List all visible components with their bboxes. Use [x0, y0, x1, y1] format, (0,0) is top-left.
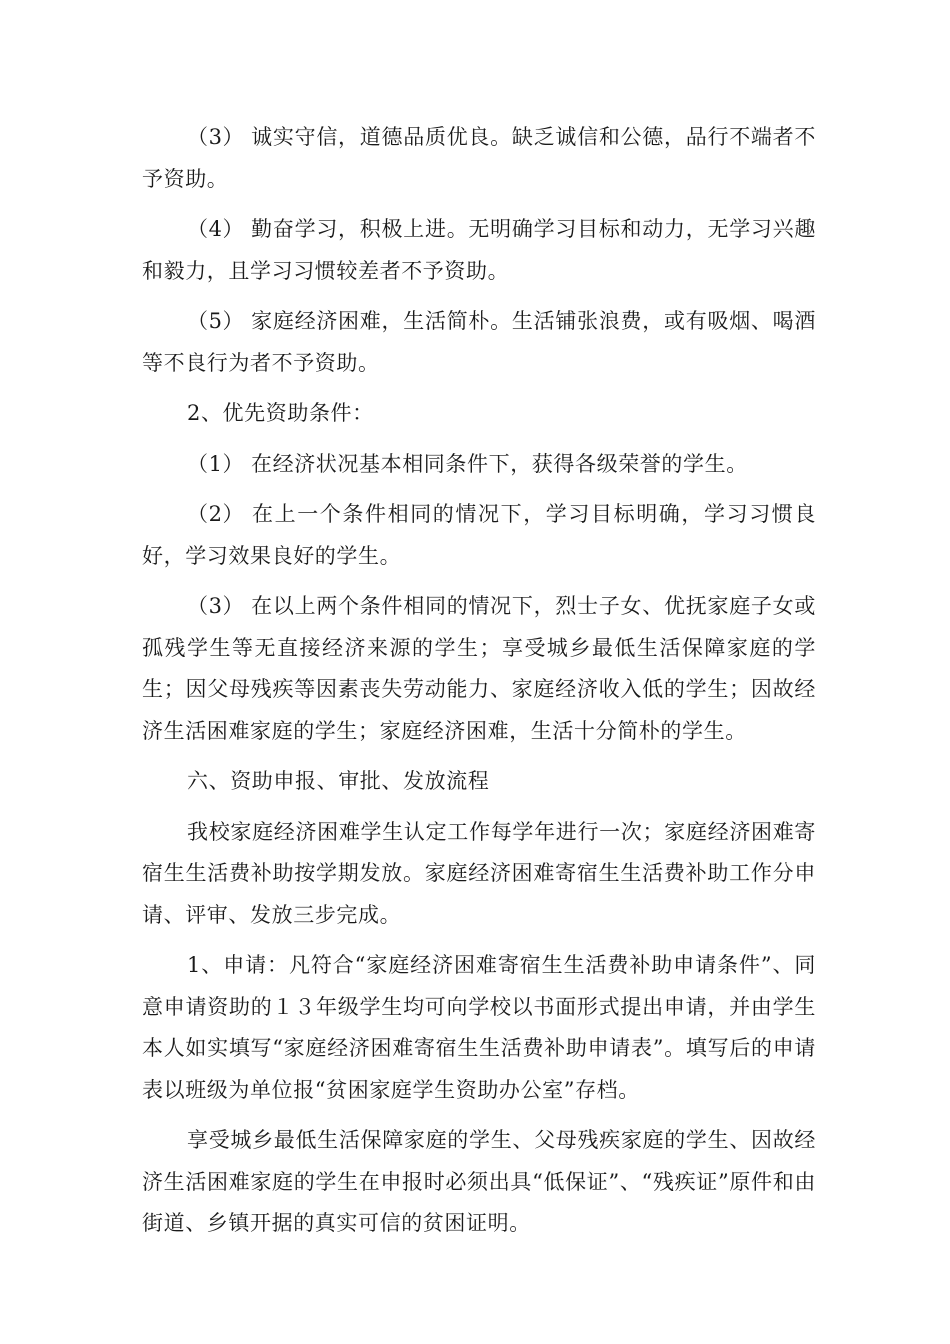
paragraph-text: 在以上两个条件相同的情况下，烈士子女、优抚家庭子女或孤残学生等无直接经济来源的学生；享受城乡最低生活保障家庭的学生；因父母残疾等因素丧失劳动能力、家庭经济收入低的学生；因故经济生活困难家庭的学生；家庭经济困难，生活十分简朴的学生。 — [142, 594, 816, 743]
item-number: （5） — [187, 309, 245, 333]
item-number: （1） — [187, 451, 245, 476]
paragraph-criteria-5 — [142, 301, 816, 384]
paragraph-priority-1 — [142, 444, 816, 486]
item-number: （3） — [187, 125, 245, 149]
paragraph-text: 勤奋学习，积极上进。无明确学习目标和动力，无学习兴趣和毅力，且学习习惯较差者不予资助。 — [142, 217, 816, 283]
paragraph-process-intro — [142, 812, 816, 937]
paragraph-text: 六、资助申报、审批、发放流程 — [187, 769, 490, 793]
paragraph-application — [142, 945, 816, 1111]
paragraph-text: 在经济状况基本相同条件下，获得各级荣誉的学生。 — [251, 451, 748, 476]
paragraph-text: 在上一个条件相同的情况下，学习目标明确，学习习惯良好，学习效果良好的学生。 — [142, 502, 816, 568]
paragraph-text: 2、优先资助条件： — [187, 401, 374, 425]
paragraph-text: 家庭经济困难，生活简朴。生活铺张浪费，或有吸烟、喝酒等不良行为者不予资助。 — [142, 309, 816, 375]
item-number: （4） — [187, 217, 245, 241]
paragraph-text: 享受城乡最低生活保障家庭的学生、父母残疾家庭的学生、因故经济生活困难家庭的学生在申报时必须出具“低保证”、“残疾证”原件和由街道、乡镇开据的真实可信的贫困证明。 — [142, 1128, 816, 1235]
section-heading-process — [142, 761, 816, 803]
paragraph-priority-2 — [142, 494, 816, 577]
item-number: （2） — [187, 502, 245, 526]
paragraph-criteria-4 — [142, 209, 816, 292]
paragraph-priority-3 — [142, 586, 816, 752]
item-number: （3） — [187, 594, 245, 618]
document-body — [142, 117, 816, 1254]
paragraph-proof-requirements — [142, 1120, 816, 1245]
paragraph-text: 1、申请：凡符合“家庭经济困难寄宿生生活费补助申请条件”、同意申请资助的１３年级学生均可向学校以书面形式提出申请，并由学生本人如实填写“家庭经济困难寄宿生生活费补助申请表”。填写后的申请表以班级为单位报“贫困家庭学生资助办公室”存档。 — [142, 953, 816, 1102]
paragraph-text: 我校家庭经济困难学生认定工作每学年进行一次；家庭经济困难寄宿生生活费补助按学期发放。家庭经济困难寄宿生生活费补助工作分申请、评审、发放三步完成。 — [142, 819, 816, 927]
paragraph-criteria-3 — [142, 117, 816, 200]
heading-priority-conditions — [142, 393, 816, 435]
paragraph-text: 诚实守信，道德品质优良。缺乏诚信和公德，品行不端者不予资助。 — [142, 125, 816, 191]
